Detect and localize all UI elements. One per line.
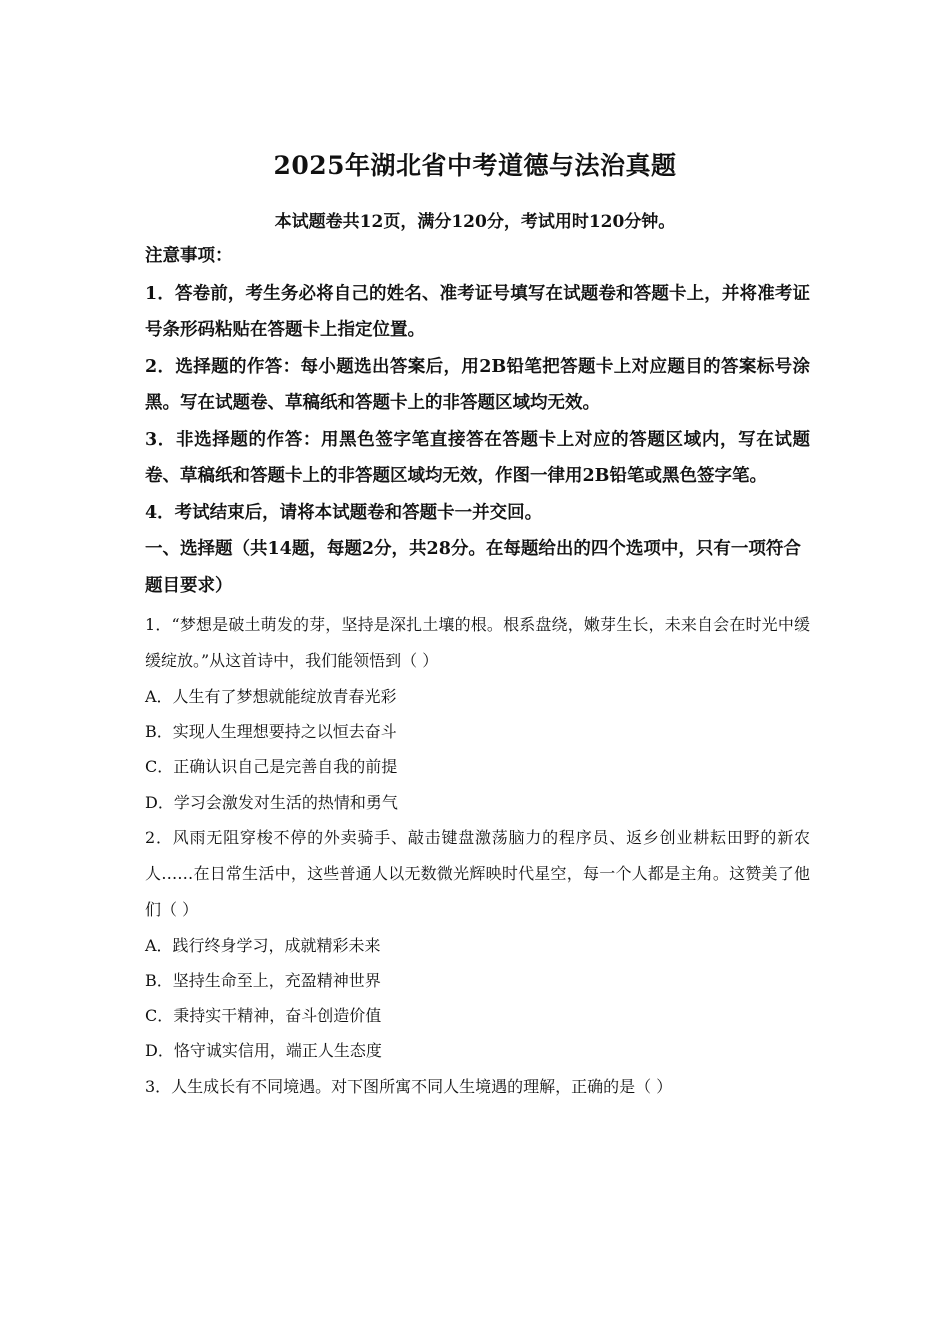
option-a: A．践行终身学习，成就精彩未来 bbox=[145, 935, 381, 955]
page-title: 2025年湖北省中考道德与法治真题 bbox=[273, 151, 677, 180]
page-content bbox=[145, 238, 810, 1105]
question-stem: 1．“梦想是破土萌发的芽，坚持是深扎土壤的根。根系盘绕，嫩芽生长，未来自会在时光中缓缓绽放。”从这首诗中，我们能领悟到（ ） bbox=[145, 615, 810, 670]
question-1 bbox=[145, 607, 810, 820]
option-b: B．坚持生命至上，充盈精神世界 bbox=[145, 971, 381, 991]
option-b: B．实现人生理想要持之以恒去奋斗 bbox=[145, 722, 397, 742]
option-c: C．秉持实干精神，奋斗创造价值 bbox=[145, 1006, 382, 1026]
option-a: A．人生有了梦想就能绽放青春光彩 bbox=[145, 687, 397, 706]
notice-item-4: 4．考试结束后，请将本试题卷和答题卡一并交回。 bbox=[145, 502, 543, 523]
notice-item-3: 3．非选择题的作答：用黑色签字笔直接答在答题卡上对应的答题区域内，写在试题卷、草稿纸和答题卡上的非答题区域均无效，作图一律用2B铅笔或黑色签字笔。 bbox=[145, 429, 810, 486]
notice-heading: 注意事项： bbox=[145, 246, 233, 266]
option-d: D．学习会激发对生活的热情和勇气 bbox=[145, 792, 398, 812]
section-heading-choice: 一、选择题（共14题，每题2分，共28分。在每题给出的四个选项中，只有一项符合题目要求） bbox=[145, 539, 801, 596]
question-stem: 2．风雨无阻穿梭不停的外卖骑手、敲击键盘激荡脑力的程序员、返乡创业耕耘田野的新农人……在日常生活中，这些普通人以无数微光辉映时代星空，每一个人都是主角。这赞美了他们（ ） bbox=[145, 827, 810, 919]
question-2 bbox=[145, 820, 810, 1069]
option-d: D．恪守诚实信用，端正人生态度 bbox=[145, 1041, 382, 1061]
question-stem: 3．人生成长有不同境遇。对下图所寓不同人生境遇的理解，正确的是（ ） bbox=[145, 1076, 673, 1096]
exam-info-subtitle: 本试题卷共12页，满分120分，考试用时120分钟。 bbox=[274, 212, 676, 232]
notice-item-1: 1．答卷前，考生务必将自己的姓名、准考证号填写在试题卷和答题卡上，并将准考证号条形码粘贴在答题卡上指定位置。 bbox=[145, 283, 810, 340]
question-3 bbox=[145, 1069, 810, 1105]
notice-item-2: 2．选择题的作答：每小题选出答案后，用2B铅笔把答题卡上对应题目的答案标号涂黑。写在试题卷、草稿纸和答题卡上的非答题区域均无效。 bbox=[145, 356, 810, 413]
option-c: C．正确认识自己是完善自我的前提 bbox=[145, 757, 398, 777]
